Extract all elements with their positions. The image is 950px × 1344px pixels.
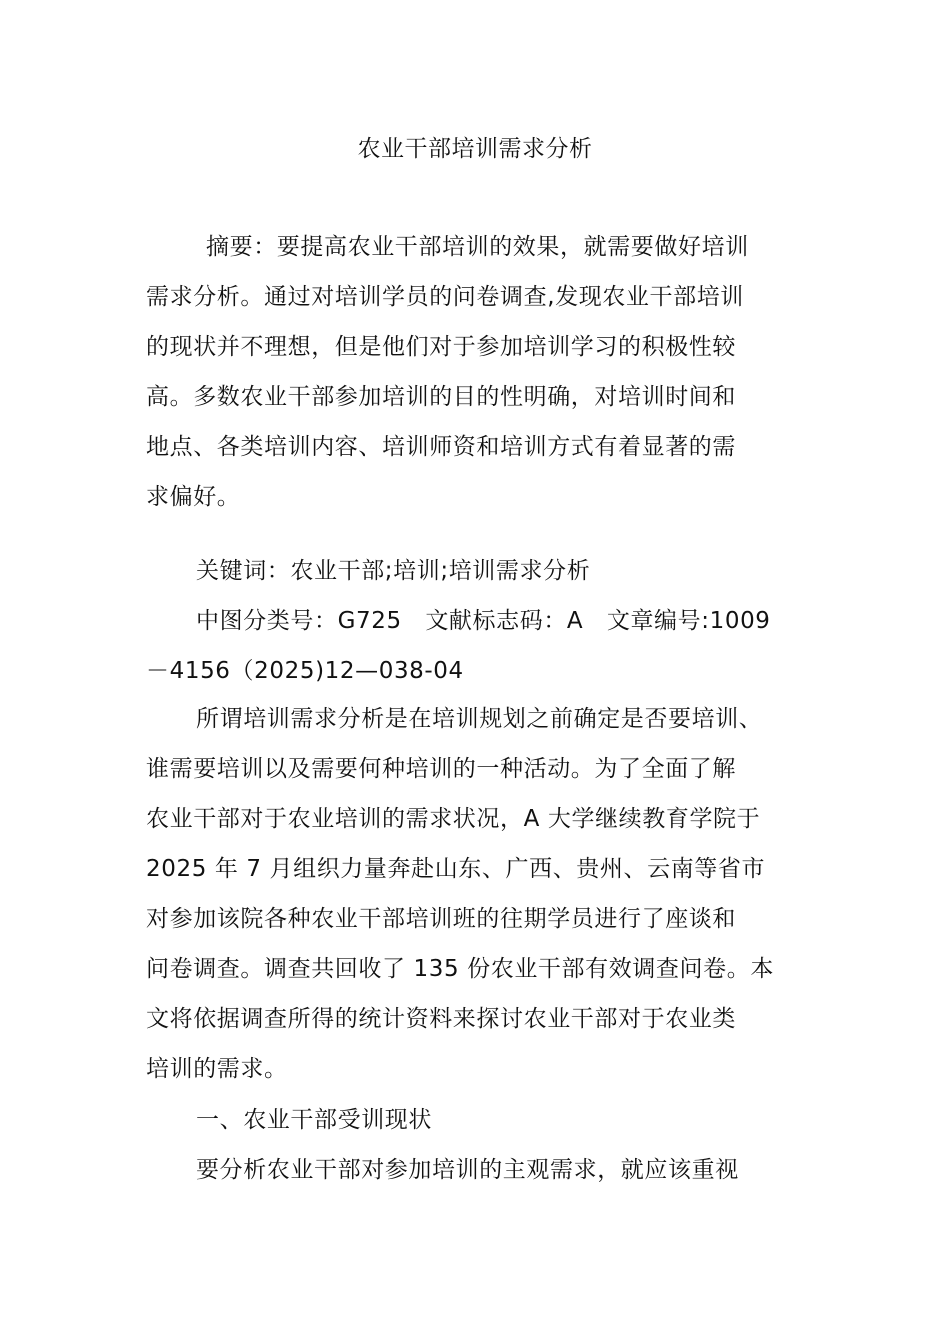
paragraph-line: 培训的需求。	[146, 1056, 288, 1082]
paragraph-line: 所谓培训需求分析是在培训规划之前确定是否要培训、	[196, 706, 763, 732]
paragraph-line: 问卷调查。调查共回收了 135 份农业干部有效调查问卷。本	[146, 956, 774, 982]
paragraph-line: 文将依据调查所得的统计资料来探讨农业干部对于农业类	[146, 1006, 736, 1032]
paragraph-line: 2025 年 7 月组织力量奔赴山东、广西、贵州、云南等省市	[146, 856, 766, 882]
keywords-block	[146, 546, 816, 696]
section-heading: 一、农业干部受训现状	[196, 1107, 432, 1133]
abstract-line: 摘要：要提高农业干部培训的效果，就需要做好培训	[206, 234, 749, 260]
paragraph-line: 对参加该院各种农业干部培训班的往期学员进行了座谈和	[146, 906, 736, 932]
abstract-line: 求偏好。	[146, 484, 241, 510]
classification-line: －4156（2025)12—038-04	[146, 658, 464, 684]
section-heading-block	[146, 1095, 816, 1145]
abstract-line: 的现状并不理想，但是他们对于参加培训学习的积极性较	[146, 334, 736, 360]
abstract	[146, 222, 816, 522]
section-paragraph	[146, 1145, 816, 1195]
intro-paragraph	[146, 694, 816, 1094]
abstract-line: 需求分析。通过对培训学员的问卷调查,发现农业干部培训	[146, 284, 744, 310]
document-title: 农业干部培训需求分析	[357, 136, 593, 162]
paragraph-line: 谁需要培训以及需要何种培训的一种活动。为了全面了解	[146, 756, 736, 782]
abstract-line: 高。多数农业干部参加培训的目的性明确，对培训时间和	[146, 384, 736, 410]
keywords: 关键词：农业干部;培训;培训需求分析	[196, 558, 591, 584]
paragraph-line: 农业干部对于农业培训的需求状况，A 大学继续教育学院于	[146, 806, 761, 832]
abstract-line: 地点、各类培训内容、培训师资和培训方式有着显著的需	[146, 434, 736, 460]
classification-line: 中图分类号：G725 文献标志码：A 文章编号:1009	[196, 608, 771, 634]
paragraph-line: 要分析农业干部对参加培训的主观需求，就应该重视	[196, 1157, 739, 1183]
